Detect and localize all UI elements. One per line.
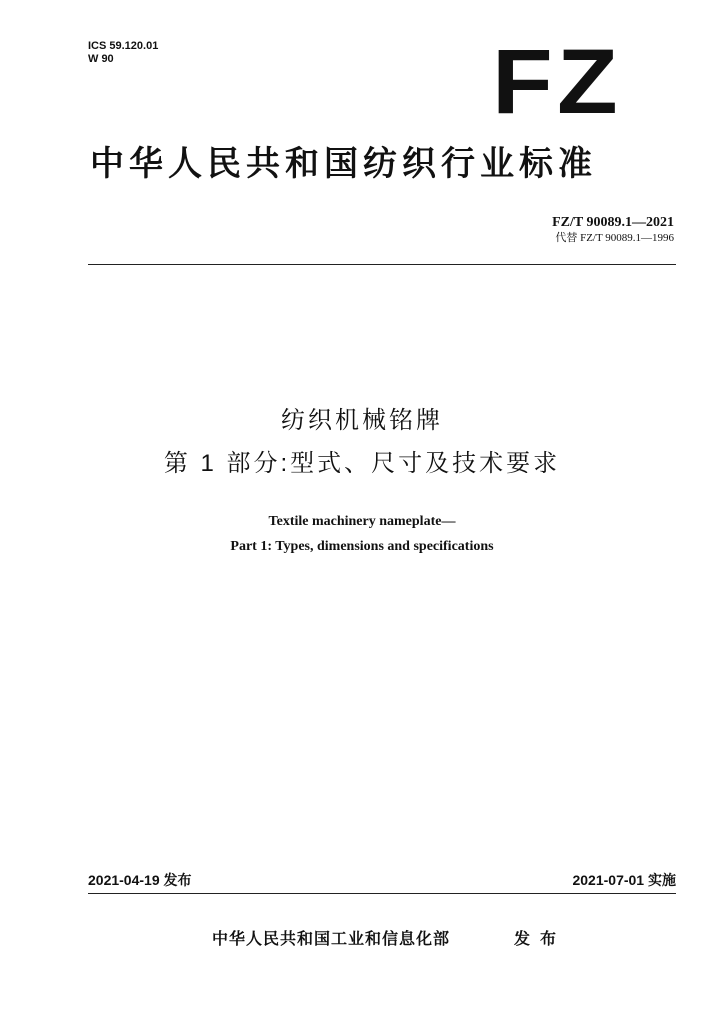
fz-logo: FZ	[492, 31, 623, 133]
issuing-authority: 中华人民共和国工业和信息化部	[212, 931, 451, 948]
header-divider	[88, 264, 676, 265]
document-title-cn-line2: 第 1 部分:型式、尺寸及技术要求	[163, 450, 561, 477]
ics-code: ICS 59.120.01	[88, 40, 159, 52]
footer-divider	[88, 893, 676, 894]
classification-codes	[88, 40, 158, 66]
issuer-action: 发布	[514, 931, 567, 948]
replaces-standard: 代替 FZ/T 90089.1—1996	[555, 232, 674, 244]
document-title-en-line1: Textile machinery nameplate—	[268, 514, 456, 529]
standard-type-heading: 中华人民共和国纺织行业标准	[90, 145, 597, 183]
document-title-cn-line1: 纺织机械铭牌	[281, 407, 443, 434]
standard-number: FZ/T 90089.1—2021	[552, 215, 674, 230]
ccs-code: W 90	[88, 53, 114, 65]
document-title-en-line2: Part 1: Types, dimensions and specifications	[230, 539, 494, 554]
issue-date: 2021-04-19 发布	[88, 872, 192, 888]
implementation-date: 2021-07-01 实施	[572, 872, 676, 888]
